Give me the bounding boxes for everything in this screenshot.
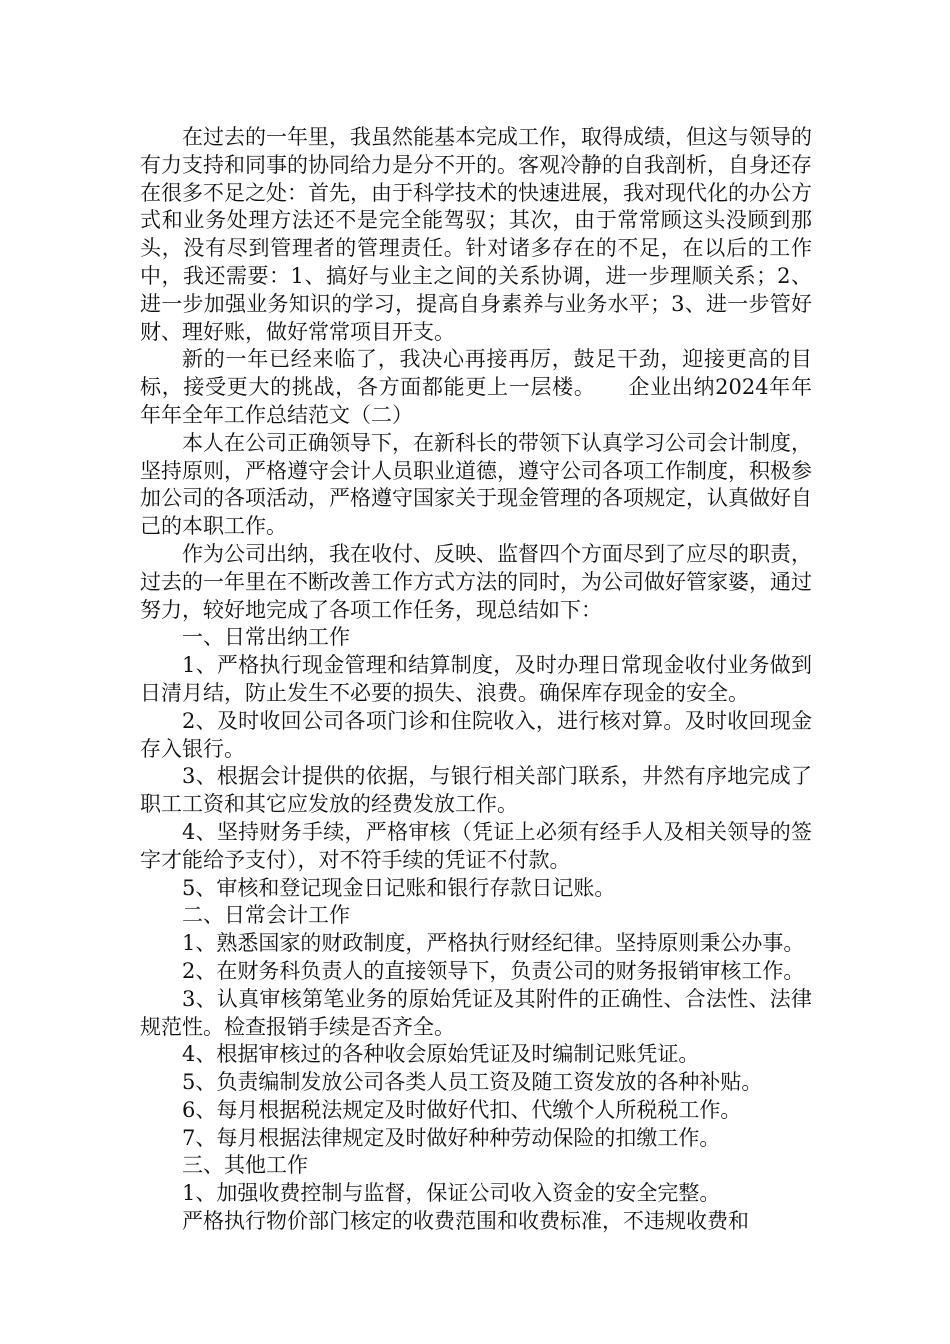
section-heading-other-work: 三、其他工作 — [182, 1153, 308, 1178]
list-item: 3、认真审核第笔业务的原始凭证及其附件的正确性、合法性、法律规范性。检查报销手续是否齐全。 — [140, 986, 812, 1039]
list-item: 7、每月根据法律规定及时做好种种劳动保险的扣缴工作。 — [182, 1125, 721, 1150]
section-heading-daily-accounting: 二、日常会计工作 — [182, 903, 350, 928]
list-item: 5、审核和登记现金日记账和银行存款日记账。 — [182, 875, 616, 900]
list-item: 4、根据审核过的各种收会原始凭证及时编制记账凭证。 — [182, 1042, 700, 1067]
list-item: 5、负责编制发放公司各类人员工资及随工资发放的各种补贴。 — [182, 1070, 763, 1095]
paragraph-new-year-resolution: 新的一年已经来临了，我决心再接再厉，鼓足干劲，迎接更高的目标，接受更大的挑战，各方面都能更上一层楼。 企业出纳2024年年年年全年工作总结范文（二） — [140, 347, 812, 427]
list-item: 4、坚持财务手续，严格审核（凭证上必须有经手人及相关领导的签字才能给予支付），对不符手续的凭证不付款。 — [140, 819, 812, 872]
list-item: 1、严格执行现金管理和结算制度，及时办理日常现金收付业务做到日清月结，防止发生不必要的损失、浪费。确保库存现金的安全。 — [140, 653, 812, 705]
list-item: 6、每月根据税法规定及时做好代扣、代缴个人所税税工作。 — [182, 1097, 742, 1122]
list-item: 1、加强收费控制与监督，保证公司收入资金的安全完整。 — [182, 1181, 721, 1206]
list-item: 1、熟悉国家的财政制度，严格执行财经纪律。坚持原则秉公办事。 — [182, 931, 805, 956]
paragraph-cashier-duties: 作为公司出纳，我在收付、反映、监督四个方面尽到了应尽的职责，过去的一年里在不断改善工作方式方法的同时，为公司做好管家婆，通过努力，较好地完成了各项工作任务，现总结如下： — [140, 541, 812, 622]
paragraph-self-assessment: 在过去的一年里，我虽然能基本完成工作，取得成绩，但这与领导的有力支持和同事的协同给力是分不开的。客观冷静的自我剖析，自身还存在很多不足之处：首先，由于科学技术的快速进展，我对现代化的办公方式和业务处理方法还不是完全能驾驭；其次，由于常常顾这头没顾到那头，没有尽到管理者的管理责任。针对诸多存在的不足，在以后的工作中，我还需要：1、搞好与业主之间的关系协调，进一步理顺关系；2、进一步加强业务知识的学习，提高自身素养与业务水平；3、进一步管好财、理好账，做好常常项目开支。 — [140, 125, 812, 344]
paragraph-introduction: 本人在公司正确领导下，在新科长的带领下认真学习公司会计制度，坚持原则，严格遵守会计人员职业道德，遵守公司各项工作制度，积极参加公司的各项活动，严格遵守国家关于现金管理的各项规定，认真做好自己的本职工作。 — [140, 430, 812, 539]
document-body — [140, 124, 812, 1236]
list-item: 3、根据会计提供的依据，与银行相关部门联系，井然有序地完成了职工工资和其它应发放的经费发放工作。 — [140, 764, 812, 817]
paragraph-fee-standards: 严格执行物价部门核定的收费范围和收费标准，不违规收费和 — [182, 1209, 749, 1234]
list-item: 2、在财务科负责人的直接领导下，负责公司的财务报销审核工作。 — [182, 958, 805, 983]
section-heading-daily-cashier: 一、日常出纳工作 — [182, 625, 350, 650]
list-item: 2、及时收回公司各项门诊和住院收入，进行核对算。及时收回现金存入银行。 — [140, 708, 812, 761]
